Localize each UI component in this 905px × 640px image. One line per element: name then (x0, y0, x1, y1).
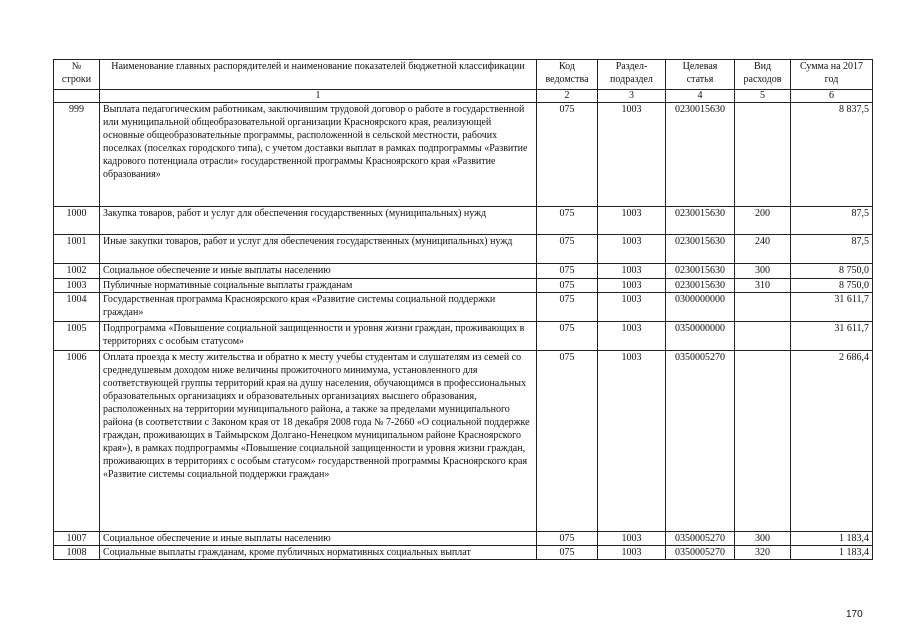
row-target-item: 0350005270 (666, 546, 735, 560)
row-target-item: 0230015630 (666, 279, 735, 293)
row-section: 1003 (598, 532, 666, 546)
row-name: Оплата проезда к месту жительства и обратно к месту учебы студентам и слушателям из семей со среднедушевым доходом ниже величины прожиточного минимума, установленного для соответствующей группы территорий края на душу населения, обучающимся в профессиональных образовательных организациях и образовательных организациях высшего образования, расположенных на территории муниципального района, а также за пределами муниципального района (в соответствии с Законом края от 18 декабря 2008 года № 7-2660 «О социальной поддержке граждан, проживающих в Таймырском Долгано-Ненецком муниципальном районе Красноярского края»), в рамках подпрограммы «Повышение социальной защищенности и уровня жизни граждан, проживающих в территориях с особым статусом» государственной программы Красноярского края «Развитие системы социальной поддержки граждан» (100, 351, 537, 532)
header-name: Наименование главных распорядителей и наименование показателей бюджетной классификации (100, 60, 537, 90)
row-name: Выплата педагогическим работникам, заключившим трудовой договор о работе в государственной или муниципальной общеобразовательной организации Красноярского края, реализующей основные общеобразовательные программы, расположенной в сельской местности, рабочих поселках (поселках городского типа), с учетом доставки выплат в рамках подпрограммы «Развитие кадрового потенциала отрасли» государственной программы Красноярского края «Развитие образования» (100, 103, 537, 207)
row-dept-code: 075 (537, 322, 598, 351)
row-expense-type: 240 (735, 235, 791, 264)
row-sum: 31 611,7 (791, 293, 873, 322)
table-row (54, 322, 873, 351)
row-dept-code: 075 (537, 532, 598, 546)
row-sum: 87,5 (791, 235, 873, 264)
row-section: 1003 (598, 235, 666, 264)
row-section: 1003 (598, 546, 666, 560)
row-expense-type (735, 351, 791, 532)
row-name: Социальные выплаты гражданам, кроме публичных нормативных социальных выплат (100, 546, 537, 560)
row-target-item: 0230015630 (666, 264, 735, 279)
page-number: 170 (846, 609, 863, 620)
row-number: 1008 (54, 546, 100, 560)
header-dept-code: Код ведомства (537, 60, 598, 90)
table-row (54, 532, 873, 546)
row-name: Публичные нормативные социальные выплаты гражданам (100, 279, 537, 293)
row-sum: 87,5 (791, 207, 873, 235)
row-number: 1004 (54, 293, 100, 322)
column-number-blank (54, 90, 100, 103)
row-name: Социальное обеспечение и иные выплаты населению (100, 532, 537, 546)
table-row (54, 264, 873, 279)
row-expense-type (735, 322, 791, 351)
header-target-item: Целевая статья (666, 60, 735, 90)
column-number: 6 (791, 90, 873, 103)
table-row (54, 235, 873, 264)
row-target-item: 0350005270 (666, 351, 735, 532)
row-expense-type: 320 (735, 546, 791, 560)
row-target-item: 0350000000 (666, 322, 735, 351)
row-sum: 31 611,7 (791, 322, 873, 351)
row-name: Иные закупки товаров, работ и услуг для обеспечения государственных (муниципальных) нужд (100, 235, 537, 264)
column-number: 1 (100, 90, 537, 103)
table-row (54, 293, 873, 322)
row-target-item: 0230015630 (666, 207, 735, 235)
budget-table (53, 59, 873, 560)
row-dept-code: 075 (537, 546, 598, 560)
row-number: 1002 (54, 264, 100, 279)
row-dept-code: 075 (537, 293, 598, 322)
header-section: Раздел-подраздел (598, 60, 666, 90)
row-sum: 8 750,0 (791, 279, 873, 293)
row-dept-code: 075 (537, 103, 598, 207)
row-name: Закупка товаров, работ и услуг для обеспечения государственных (муниципальных) нужд (100, 207, 537, 235)
row-sum: 8 750,0 (791, 264, 873, 279)
row-target-item: 0230015630 (666, 235, 735, 264)
row-dept-code: 075 (537, 207, 598, 235)
column-number: 5 (735, 90, 791, 103)
row-name: Государственная программа Красноярского края «Развитие системы социальной поддержки граждан» (100, 293, 537, 322)
row-sum: 2 686,4 (791, 351, 873, 532)
row-expense-type (735, 103, 791, 207)
row-sum: 8 837,5 (791, 103, 873, 207)
row-number: 1000 (54, 207, 100, 235)
row-number: 1006 (54, 351, 100, 532)
row-section: 1003 (598, 279, 666, 293)
row-number: 1007 (54, 532, 100, 546)
table-header-row (54, 60, 873, 90)
row-target-item: 0350005270 (666, 532, 735, 546)
row-section: 1003 (598, 103, 666, 207)
row-expense-type: 200 (735, 207, 791, 235)
row-section: 1003 (598, 322, 666, 351)
row-section: 1003 (598, 293, 666, 322)
row-section: 1003 (598, 207, 666, 235)
table-row (54, 279, 873, 293)
table-row (54, 103, 873, 207)
table-row (54, 546, 873, 560)
row-name: Социальное обеспечение и иные выплаты населению (100, 264, 537, 279)
row-sum: 1 183,4 (791, 532, 873, 546)
row-section: 1003 (598, 351, 666, 532)
row-dept-code: 075 (537, 279, 598, 293)
row-dept-code: 075 (537, 235, 598, 264)
row-target-item: 0230015630 (666, 103, 735, 207)
row-expense-type: 310 (735, 279, 791, 293)
row-sum: 1 183,4 (791, 546, 873, 560)
header-sum: Сумма на 2017 год (791, 60, 873, 90)
row-name: Подпрограмма «Повышение социальной защищенности и уровня жизни граждан, проживающих в территориях с особым статусом» (100, 322, 537, 351)
row-number: 1005 (54, 322, 100, 351)
row-dept-code: 075 (537, 264, 598, 279)
row-dept-code: 075 (537, 351, 598, 532)
row-number: 1003 (54, 279, 100, 293)
header-expense-type: Вид расходов (735, 60, 791, 90)
row-expense-type: 300 (735, 532, 791, 546)
row-target-item: 0300000000 (666, 293, 735, 322)
column-number: 3 (598, 90, 666, 103)
table-row (54, 207, 873, 235)
row-number: 1001 (54, 235, 100, 264)
row-number: 999 (54, 103, 100, 207)
row-expense-type (735, 293, 791, 322)
column-number: 4 (666, 90, 735, 103)
header-row-number: № строки (54, 60, 100, 90)
row-expense-type: 300 (735, 264, 791, 279)
column-number: 2 (537, 90, 598, 103)
column-number-row (54, 90, 873, 103)
row-section: 1003 (598, 264, 666, 279)
table-row (54, 351, 873, 532)
